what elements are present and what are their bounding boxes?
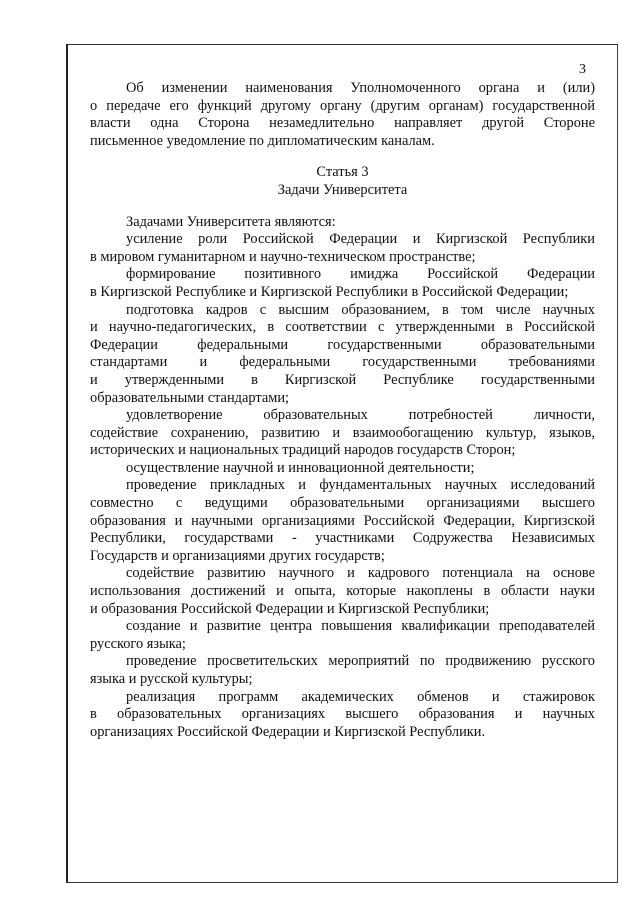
task-line: организациях Российской Федерации и Киргизской Республики. bbox=[90, 723, 486, 740]
task-item bbox=[90, 266, 595, 301]
task-line: и утвержденными в Киргизской Республике государственными bbox=[90, 371, 595, 388]
task-line: образования и научными организациями Российской Федерации, Киргизской bbox=[90, 512, 595, 529]
intro-line: о передаче его функций другому органу (другим органам) государственной bbox=[90, 97, 595, 114]
task-item bbox=[90, 302, 595, 408]
task-line: Федерации федеральными государственными образовательными bbox=[90, 336, 595, 353]
task-line: языка и русской культуры; bbox=[90, 671, 253, 687]
task-line: совместно с ведущими образовательными организациями высшего bbox=[90, 495, 595, 512]
task-line: формирование позитивного имиджа Российской Федерации bbox=[126, 266, 595, 283]
task-line: в мировом гуманитарном и научно-техническом пространстве; bbox=[90, 248, 476, 265]
task-line: подготовка кадров с высшим образованием, в том числе научных bbox=[126, 301, 595, 318]
task-line: осуществление научной и инновационной деятельности; bbox=[126, 459, 475, 476]
article-lead: Задачами Университета являются: bbox=[126, 213, 336, 230]
task-line: реализация программ академических обменов и стажировок bbox=[126, 688, 595, 705]
task-line: в образовательных организациях высшего образования и научных bbox=[90, 706, 595, 723]
intro-paragraph bbox=[90, 80, 595, 150]
task-line: усиление роли Российской Федерации и Киргизской Республики bbox=[126, 231, 595, 248]
task-line: исторических и национальных традиций народов государств Сторон; bbox=[90, 442, 516, 459]
task-line: русского языка; bbox=[90, 635, 186, 652]
task-item bbox=[90, 565, 595, 618]
task-line: использования достижений и опыта, которые накоплены в области науки bbox=[90, 583, 595, 600]
task-line: проведение прикладных и фундаментальных научных исследований bbox=[126, 477, 595, 494]
task-list bbox=[90, 231, 595, 741]
task-line: образовательными стандартами; bbox=[90, 389, 290, 406]
task-line: содействие сохранению, развитию и взаимообогащению культур, языков, bbox=[90, 424, 595, 441]
task-line: Государств и организациями других государств; bbox=[90, 547, 385, 564]
task-item bbox=[90, 460, 595, 478]
article-number: Статья 3 bbox=[316, 164, 369, 181]
task-line: Республики, государствами - участниками Содружества Независимых bbox=[90, 530, 595, 547]
task-item bbox=[90, 618, 595, 653]
task-line: и образования Российской Федерации и Киргизской Республики; bbox=[90, 600, 490, 617]
task-line: содействие развитию научного и кадрового потенциала на основе bbox=[126, 565, 595, 582]
article-title: Задачи Университета bbox=[277, 181, 408, 198]
task-line: в Киргизской Республике и Киргизской Республики в Российской Федерации; bbox=[90, 283, 569, 300]
task-line: удовлетворение образовательных потребностей личности, bbox=[126, 407, 595, 424]
task-line: и научно-педагогических, в соответствии с утвержденными в Российской bbox=[90, 319, 595, 336]
task-line: стандартами и федеральными государственными требованиями bbox=[90, 354, 595, 371]
intro-line: письменное уведомление по дипломатическим каналам. bbox=[90, 132, 435, 149]
task-item bbox=[90, 231, 595, 266]
task-item bbox=[90, 477, 595, 565]
task-item bbox=[90, 689, 595, 742]
task-item bbox=[90, 407, 595, 460]
task-line: проведение просветительских мероприятий по продвижению русского bbox=[126, 653, 595, 670]
page-number: 3 bbox=[579, 62, 586, 77]
document-body bbox=[90, 80, 595, 741]
task-line: создание и развитие центра повышения квалификации преподавателей bbox=[126, 618, 595, 635]
task-item bbox=[90, 653, 595, 688]
intro-line: власти одна Сторона незамедлительно направляет другой Стороне bbox=[90, 115, 595, 132]
intro-line: Об изменении наименования Уполномоченного органа и (или) bbox=[126, 80, 595, 96]
